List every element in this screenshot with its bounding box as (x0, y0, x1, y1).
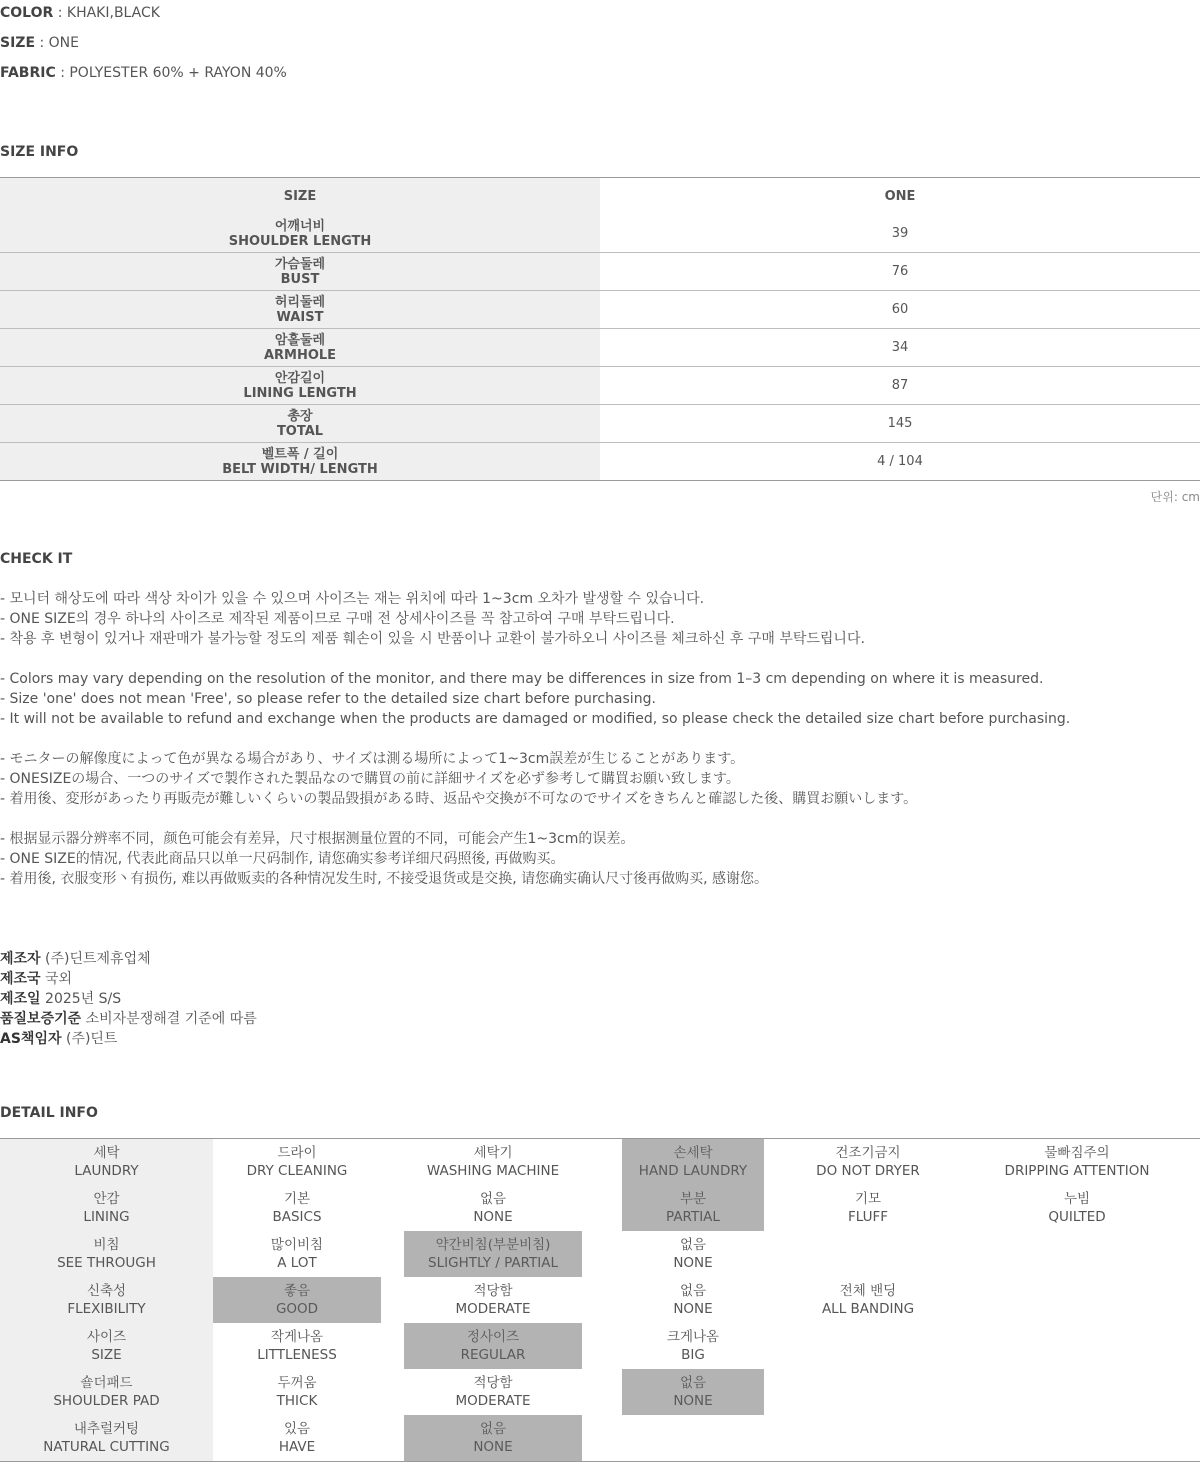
detail-ko: 두꺼움 (277, 1375, 317, 1391)
detail-en: PARTIAL (666, 1209, 720, 1225)
maker-date (0, 989, 121, 1009)
size-row-value: 145 (887, 416, 913, 431)
size-label-en: LINING LENGTH (243, 385, 357, 401)
maker-label: 제조일 (0, 991, 41, 1007)
detail-en: THICK (276, 1393, 318, 1409)
detail-en: HAVE (278, 1439, 316, 1455)
detail-en: NONE (673, 1301, 713, 1317)
size-header-label: SIZE (0, 178, 600, 215)
maker-quality (0, 1009, 257, 1029)
size-label-en: BUST (280, 271, 320, 287)
detail-ko: 누빔 (1063, 1191, 1091, 1207)
detail-option (622, 1277, 764, 1323)
size-table-header (0, 178, 1200, 215)
detail-en: ALL BANDING (821, 1301, 915, 1317)
size-row-value: 87 (891, 378, 909, 393)
detail-row-label (0, 1185, 213, 1231)
spec-value: : KHAKI,BLACK (57, 5, 160, 21)
check-line-ja-2: - ONESIZEの場合、一つのサイズで製作された製品なので購買の前に詳細サイズを必ず参考して購買お願い致します。 (0, 771, 740, 787)
detail-ko: 사이즈 (86, 1329, 127, 1345)
detail-ko: 약간비침(부분비침) (435, 1237, 551, 1253)
detail-ko: 없음 (679, 1283, 707, 1299)
size-info-title: SIZE INFO (0, 144, 79, 160)
detail-row-label (0, 1277, 213, 1323)
detail-option-selected (404, 1323, 582, 1369)
detail-option (622, 1231, 764, 1277)
size-row-label (0, 215, 600, 252)
detail-en: DRIPPING ATTENTION (1004, 1163, 1150, 1179)
size-row-label (0, 405, 600, 442)
detail-en: REGULAR (460, 1347, 526, 1363)
size-row (0, 366, 1200, 404)
check-line-ja-1: - モニターの解像度によって色が異なる場合があり、サイズは測る場所によって1~3cm誤差が生じることがあります。 (0, 751, 745, 767)
detail-option (776, 1139, 960, 1185)
detail-ko: 없음 (479, 1191, 507, 1207)
detail-en: MODERATE (455, 1393, 531, 1409)
detail-ko: 적당함 (473, 1375, 513, 1391)
detail-en: FLUFF (847, 1209, 889, 1225)
maker-manufacturer (0, 949, 151, 969)
detail-option-selected (404, 1231, 582, 1277)
maker-as (0, 1029, 117, 1049)
size-row (0, 442, 1200, 480)
detail-ko: 세탁 (93, 1145, 120, 1161)
detail-ko: 세탁기 (473, 1145, 513, 1161)
size-label-ko: 안감길이 (274, 370, 326, 386)
detail-ko: 있음 (283, 1421, 311, 1437)
detail-en: SHOULDER PAD (53, 1393, 160, 1409)
detail-en: GOOD (275, 1301, 319, 1317)
detail-ko: 물빠짐주의 (1044, 1145, 1110, 1161)
spec-color (0, 3, 160, 23)
detail-row-label (0, 1323, 213, 1369)
detail-en: DRY CLEANING (246, 1163, 348, 1179)
spec-label: COLOR (0, 5, 54, 21)
maker-label: 제조국 (0, 971, 41, 987)
detail-en: WASHING MACHINE (426, 1163, 560, 1179)
detail-ko: 내추럴커팅 (73, 1421, 140, 1437)
maker-label: 품질보증기준 (0, 1011, 82, 1027)
detail-en: FLEXIBILITY (67, 1301, 146, 1317)
detail-ko: 드라이 (277, 1145, 317, 1161)
detail-en: SEE THROUGH (57, 1255, 156, 1271)
detail-option-selected (622, 1369, 764, 1415)
detail-option (213, 1369, 381, 1415)
detail-row-label (0, 1415, 213, 1461)
detail-option-selected (213, 1277, 381, 1323)
size-label-en: BELT WIDTH/ LENGTH (222, 461, 378, 477)
check-line-zh-1: - 根据显示器分辨率不同，颜色可能会有差异，尺寸根据测量位置的不同，可能会产生1~3cm的误差。 (0, 831, 635, 847)
size-row (0, 252, 1200, 290)
detail-en: HAND LAUNDRY (638, 1163, 748, 1179)
spec-value: : POLYESTER 60% + RAYON 40% (60, 65, 287, 81)
check-line-en-1: - Colors may vary depending on the resolution of the monitor, and there may be differences in size from 1–3 cm depending on where it is measured. (0, 671, 1044, 687)
detail-en: A LOT (277, 1255, 317, 1271)
detail-option (213, 1323, 381, 1369)
detail-en: MODERATE (455, 1301, 531, 1317)
size-label-en: ARMHOLE (263, 347, 337, 363)
detail-ko: 없음 (679, 1375, 707, 1391)
check-line-ko-1: - 모니터 해상도에 따라 색상 차이가 있을 수 있으며 사이즈는 재는 위치에 따라 1~3cm 오차가 발생할 수 있습니다. (0, 591, 705, 607)
size-row-label (0, 329, 600, 366)
detail-option (776, 1277, 960, 1323)
detail-ko: 부분 (679, 1191, 707, 1207)
size-header-value: ONE (884, 189, 916, 204)
size-row-value: 76 (891, 264, 909, 279)
unit-note: 단위: cm (1150, 490, 1200, 504)
detail-en: LITTLENESS (257, 1347, 337, 1363)
detail-row-label (0, 1369, 213, 1415)
size-table (0, 177, 1200, 481)
check-line-ja-3: - 着用後、変形があったり再販売が難しいくらいの製品毀損がある時、返品や交換が不可なのでサイズをきちんと確認した後、購買お願いします。 (0, 791, 918, 807)
detail-ko: 기모 (854, 1191, 882, 1207)
detail-ko: 비침 (93, 1237, 120, 1253)
detail-en: NONE (473, 1439, 513, 1455)
size-row-label (0, 443, 600, 480)
detail-option (776, 1185, 960, 1231)
check-line-zh-2: - ONE SIZE的情况, 代表此商品只以单一尺码制作, 请您确实参考详细尺码照後, 再做购买。 (0, 851, 565, 867)
detail-ko: 정사이즈 (466, 1329, 520, 1345)
size-label-en: WAIST (276, 309, 324, 325)
detail-option (976, 1185, 1178, 1231)
size-row-label (0, 367, 600, 404)
check-it-title: CHECK IT (0, 551, 73, 567)
detail-ko: 안감 (93, 1191, 120, 1207)
check-line-ko-2: - ONE SIZE의 경우 하나의 사이즈로 제작된 제품이므로 구매 전 상세사이즈를 꼭 참고하여 구매 부탁드립니다. (0, 611, 675, 627)
size-row-label (0, 291, 600, 328)
size-label-ko: 어깨너비 (274, 218, 326, 234)
size-label-ko: 벨트폭 / 길이 (261, 446, 339, 462)
maker-value: 2025년 S/S (45, 991, 122, 1007)
detail-option (213, 1231, 381, 1277)
size-row-value: 4 / 104 (877, 454, 923, 469)
detail-en: NATURAL CUTTING (43, 1439, 170, 1455)
detail-en: LAUNDRY (74, 1163, 139, 1179)
detail-option (404, 1185, 582, 1231)
detail-ko: 적당함 (473, 1283, 513, 1299)
size-row-value: 34 (891, 340, 909, 355)
detail-option (404, 1277, 582, 1323)
detail-en: BIG (681, 1347, 705, 1363)
size-row-value: 60 (891, 302, 909, 317)
size-row-value: 39 (891, 226, 909, 241)
detail-option-selected (622, 1139, 764, 1185)
maker-label: 제조자 (0, 951, 41, 967)
detail-ko: 작게나옴 (270, 1329, 324, 1345)
spec-label: FABRIC (0, 65, 56, 81)
size-row (0, 215, 1200, 252)
check-line-zh-3: - 着用後, 衣服变形丶有损伤, 难以再做贩卖的各种情况发生时, 不接受退货或是交换, 请您确实确认尺寸後再做购买, 感谢您。 (0, 871, 769, 887)
maker-label: AS책임자 (0, 1031, 62, 1047)
detail-en: NONE (673, 1255, 713, 1271)
maker-value: 소비자분쟁해결 기준에 따름 (85, 1011, 257, 1027)
maker-value: 국외 (45, 971, 73, 987)
spec-fabric (0, 63, 287, 83)
detail-info-title: DETAIL INFO (0, 1105, 98, 1121)
size-label-ko: 암홀둘레 (274, 332, 326, 348)
detail-option (404, 1369, 582, 1415)
detail-option (404, 1139, 582, 1185)
detail-en: BASICS (272, 1209, 322, 1225)
check-line-en-2: - Size 'one' does not mean 'Free', so please refer to the detailed size chart before purchasing. (0, 691, 656, 707)
detail-ko: 없음 (679, 1237, 707, 1253)
detail-ko: 숄더패드 (80, 1375, 133, 1391)
detail-ko: 많이비침 (270, 1237, 324, 1253)
detail-ko: 기본 (283, 1191, 311, 1207)
detail-option-selected (404, 1415, 582, 1461)
size-row (0, 404, 1200, 442)
maker-value: (주)딘트제휴업체 (45, 951, 151, 967)
size-label-en: TOTAL (276, 423, 324, 439)
detail-ko: 건조기금지 (835, 1145, 901, 1161)
detail-ko: 좋음 (283, 1283, 311, 1299)
maker-country (0, 969, 72, 989)
detail-option (213, 1415, 381, 1461)
detail-option (622, 1323, 764, 1369)
detail-row-label (0, 1139, 213, 1185)
size-label-en: SHOULDER LENGTH (228, 233, 372, 249)
spec-label: SIZE (0, 35, 36, 51)
detail-en: QUILTED (1048, 1209, 1106, 1225)
size-label-ko: 총장 (287, 408, 313, 424)
size-row (0, 290, 1200, 328)
spec-value: : ONE (39, 35, 79, 51)
detail-ko: 신축성 (86, 1283, 127, 1299)
check-line-ko-3: - 착용 후 변형이 있거나 재판매가 불가능할 정도의 제품 훼손이 있을 시 반품이나 교환이 불가하오니 사이즈를 체크하신 후 구매 부탁드립니다. (0, 631, 865, 647)
size-label-ko: 허리둘레 (274, 294, 326, 310)
detail-option-selected (622, 1185, 764, 1231)
size-label-ko: 가슴둘레 (274, 256, 326, 272)
detail-en: DO NOT DRYER (816, 1163, 920, 1179)
detail-ko: 크게나옴 (666, 1329, 720, 1345)
detail-row-label (0, 1231, 213, 1277)
detail-en: LINING (83, 1209, 130, 1225)
detail-en: SLIGHTLY / PARTIAL (428, 1255, 558, 1271)
detail-en: NONE (473, 1209, 513, 1225)
detail-en: NONE (673, 1393, 713, 1409)
detail-option (976, 1139, 1178, 1185)
detail-option (213, 1139, 381, 1185)
size-row (0, 328, 1200, 366)
detail-ko: 손세탁 (673, 1145, 713, 1161)
detail-ko: 전체 밴딩 (839, 1283, 897, 1299)
detail-option (213, 1185, 381, 1231)
check-line-en-3: - It will not be available to refund and exchange when the products are damaged or modified, so please check the detailed size chart before purchasing. (0, 711, 1071, 727)
size-row-label (0, 253, 600, 290)
spec-size (0, 33, 79, 53)
detail-en: SIZE (91, 1347, 122, 1363)
detail-ko: 없음 (479, 1421, 507, 1437)
maker-value: (주)딘트 (65, 1031, 118, 1047)
